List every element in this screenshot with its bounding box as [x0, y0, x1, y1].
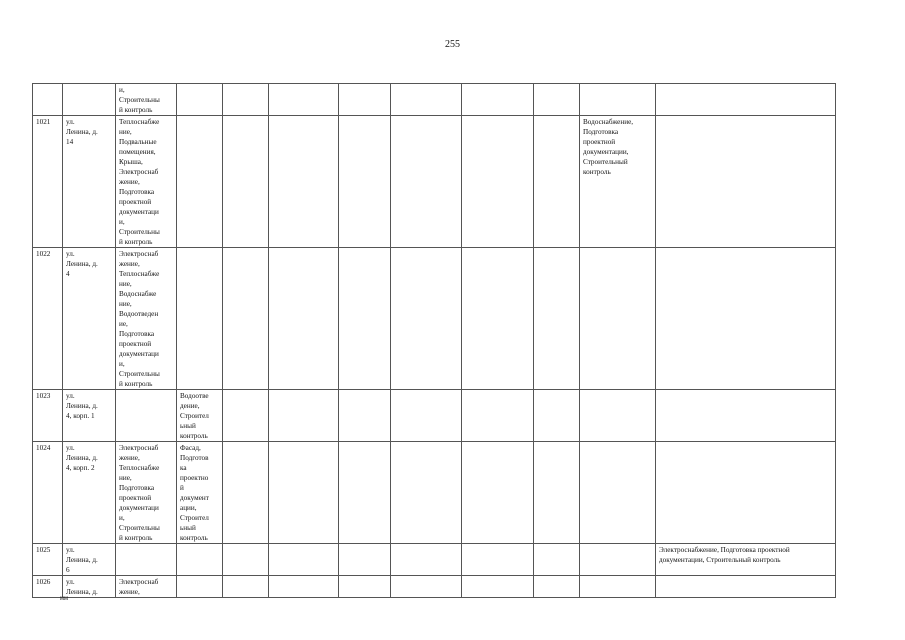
table-row [33, 544, 836, 576]
cell-works-10 [580, 576, 656, 598]
table-row [33, 248, 836, 390]
cell-works-10 [580, 248, 656, 390]
cell-address: ул. Ленина, д. 4 [63, 248, 116, 390]
cell-address: ул. Ленина, д. 4, корп. 2 [63, 442, 116, 544]
cell-works: Электроснаб жение, [116, 576, 177, 598]
cell-number: 1025 [33, 544, 63, 576]
cell-number: 1021 [33, 116, 63, 248]
cell-works-2: Водоотве дение, Строител ьный контроль [177, 390, 223, 442]
cell-works: Электроснаб жение, Теплоснабже ние, Водоснабже ние, Водоотведен ие, Подготовка проектной документаци и, Строительны й контроль [116, 248, 177, 390]
table-row [33, 442, 836, 544]
cell-works-2 [177, 248, 223, 390]
cell-works-2 [177, 116, 223, 248]
cell-works-11 [656, 442, 836, 544]
table-row [33, 576, 836, 598]
cell-number [33, 84, 63, 116]
cell-works-2 [177, 544, 223, 576]
table-row [33, 390, 836, 442]
footer-note: нн [60, 593, 69, 602]
cell-works: Теплоснабже ние, Подвальные помещения, Крыша, Электроснаб жение, Подготовка проектной документаци и, Строительны й контроль [116, 116, 177, 248]
cell-works [116, 390, 177, 442]
cell-works-11 [656, 248, 836, 390]
cell-number: 1026 [33, 576, 63, 598]
cell-address: ул. Ленина, д. 4, корп. 1 [63, 390, 116, 442]
cell-number: 1022 [33, 248, 63, 390]
cell-works-11 [656, 84, 836, 116]
cell-works-11 [656, 390, 836, 442]
cell-works-10 [580, 390, 656, 442]
cell-address: ул. Ленина, д. 14 [63, 116, 116, 248]
cell-works-10 [580, 442, 656, 544]
cell-works-2 [177, 84, 223, 116]
cell-works-11: Электроснабжение, Подготовка проектной документации, Строительный контроль [656, 544, 836, 576]
cell-works-2 [177, 576, 223, 598]
cell-address [63, 84, 116, 116]
cell-works: Электроснаб жение, Теплоснабже ние, Подготовка проектной документаци и, Строительны й контроль [116, 442, 177, 544]
cell-works-11 [656, 116, 836, 248]
cell-works-10: Водоснабжение, Подготовка проектной документации, Строительный контроль [580, 116, 656, 248]
cell-works-10 [580, 84, 656, 116]
cell-number: 1024 [33, 442, 63, 544]
cell-works [116, 544, 177, 576]
table-row [33, 84, 836, 116]
cell-number: 1023 [33, 390, 63, 442]
cell-works-11 [656, 576, 836, 598]
cell-address: ул. Ленина, д. [63, 576, 116, 598]
cell-works-2: Фасад, Подготов ка проектно й документ ации, Строител ьный контроль [177, 442, 223, 544]
cell-address: ул. Ленина, д. 6 [63, 544, 116, 576]
page-number: 255 [445, 39, 460, 50]
repair-registry-table [32, 83, 836, 598]
cell-works: и, Строительны й контроль [116, 84, 177, 116]
table-row [33, 116, 836, 248]
cell-works-10 [580, 544, 656, 576]
